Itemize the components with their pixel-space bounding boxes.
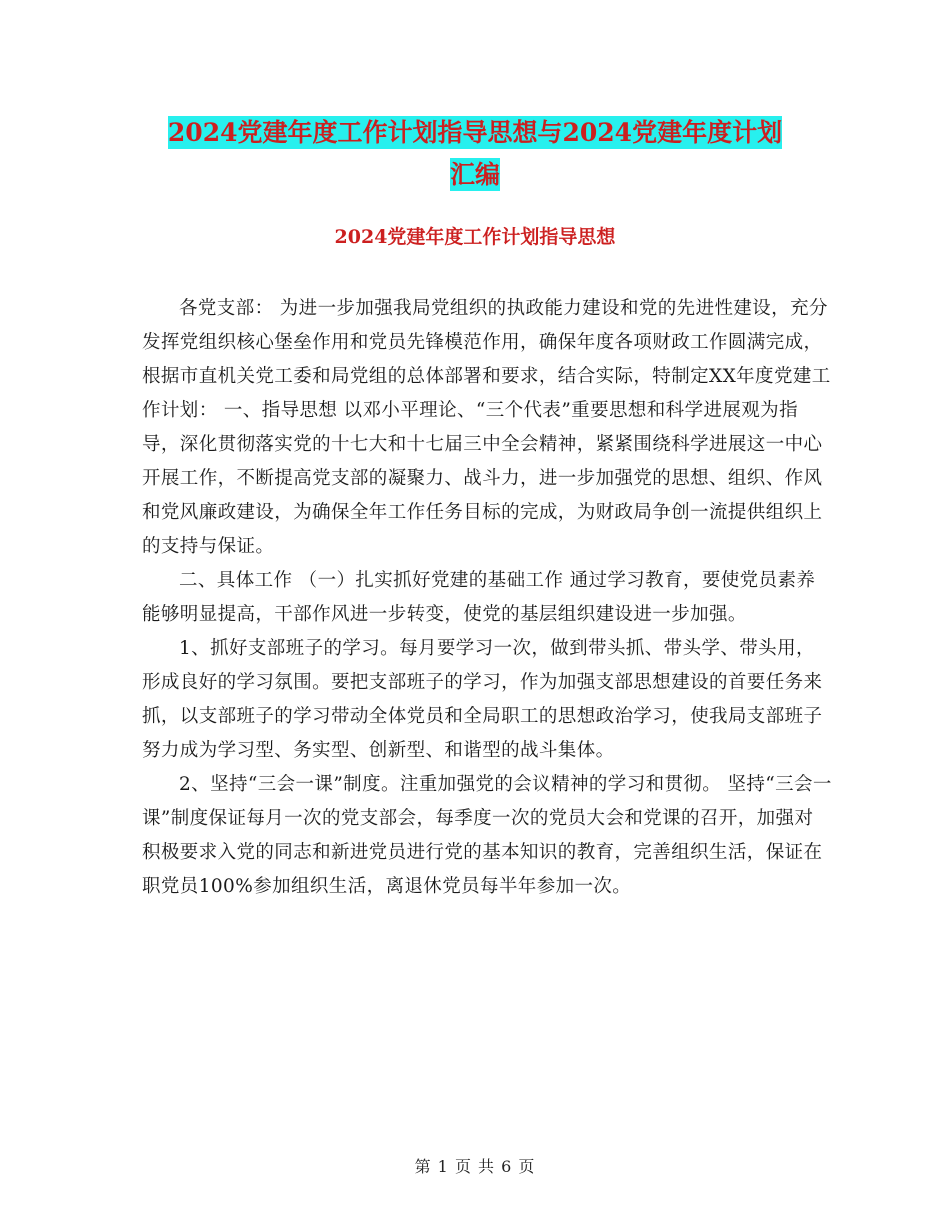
paragraph: 1、抓好支部班子的学习。每月要学习一次，做到带头抓、带头学、带头用，形成良好的学习氛围。要把支部班子的学习，作为加强支部思想建设的首要任务来抓，以支部班子的学习带动全体党员和全局职工的思想政治学习，使我局支部班子努力成为学习型、务实型、创新型、和谐型的战斗集体。 <box>142 638 823 761</box>
paragraph: 各党支部： 为进一步加强我局党组织的执政能力建设和党的先进性建设，充分发挥党组织核心堡垒作用和党员先锋模范作用，确保年度各项财政工作圆满完成，根据市直机关党工委和局党组的总体部署和要求，结合实际，特制定XX年度党建工作计划： 一、指导思想 以邓小平理论、“三个代表”重要思想和科学进展观为指导，深化贯彻落实党的十七大和十七届三中全会精神，紧紧围绕科学进展这一中心开展工作，不断提高党支部的凝聚力、战斗力，进一步加强党的思想、组织、作风和党风廉政建设，为确保全年工作任务目标的完成，为财政局争创一流提供组织上的支持与保证。 <box>142 298 831 557</box>
section-title: 2024党建年度工作计划指导思想 <box>334 226 616 248</box>
paragraph: 2、坚持“三会一课”制度。注重加强党的会议精神的学习和贯彻。 坚持“三会一课”制度保证每月一次的党支部会，每季度一次的党员大会和党课的召开，加强对积极要求入党的同志和新进党员进行党的基本知识的教育，完善组织生活，保证在职党员100%参加组织生活，离退休党员每半年参加一次。 <box>142 774 832 897</box>
document-body <box>142 292 832 904</box>
paragraph: 二、具体工作 （一）扎实抓好党建的基础工作 通过学习教育，要使党员素养能够明显提高，干部作风进一步转变，使党的基层组织建设进一步加强。 <box>142 570 816 625</box>
page-footer: 第 1 页 共 6 页 <box>414 1157 536 1176</box>
document-title <box>0 112 950 196</box>
document-title-line2: 汇编 <box>449 160 500 189</box>
document-title-line1: 2024党建年度工作计划指导思想与2024党建年度计划 <box>167 118 783 147</box>
